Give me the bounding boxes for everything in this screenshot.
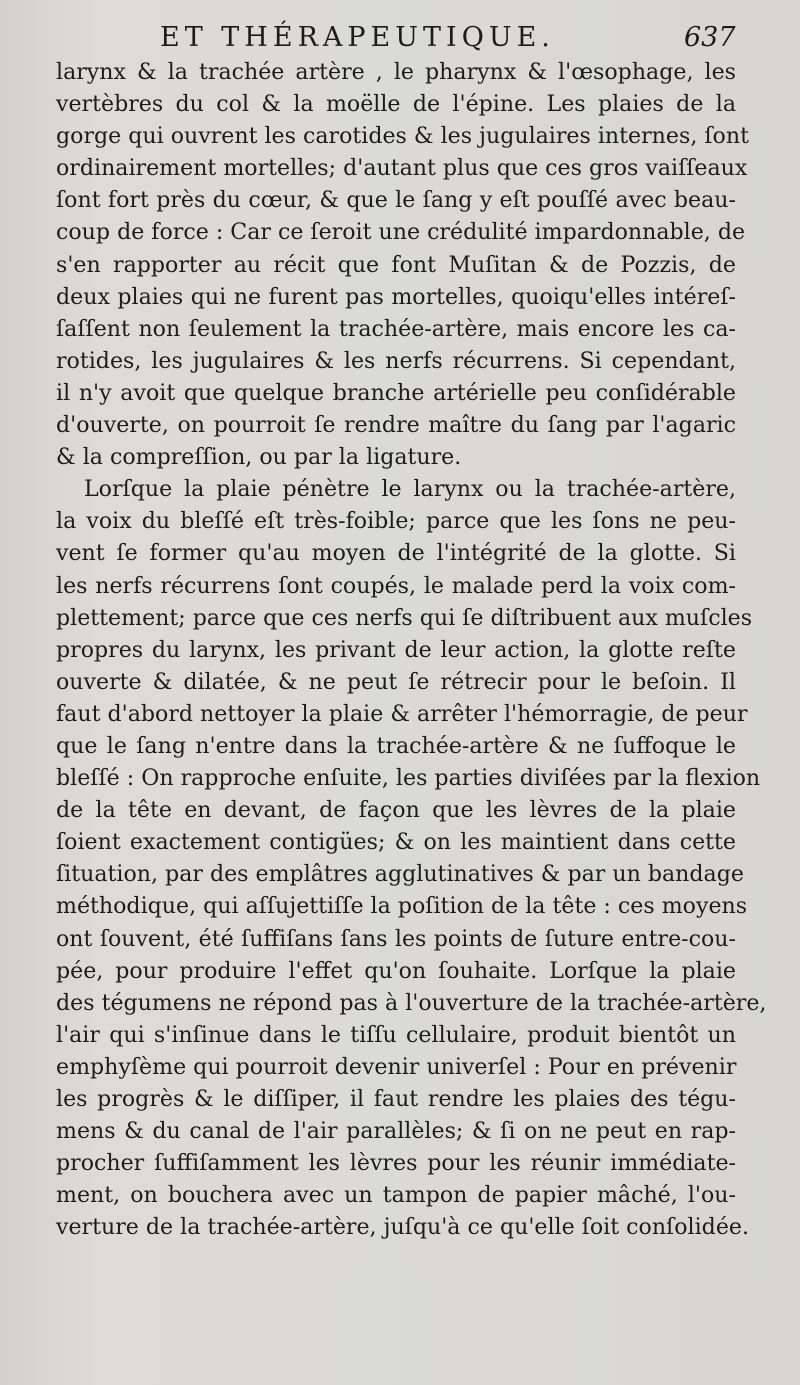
text-line: il n'y avoit que quelque branche artérielle peu conſidérable — [56, 379, 736, 406]
text-line: emphyſème qui pourroit devenir univerſel : Pour en prévenir — [56, 1053, 737, 1080]
text-line: Lorſque la plaie pénètre le larynx ou la trachée-artère, — [84, 476, 736, 503]
text-line: propres du larynx, les privant de leur action, la glotte reſte — [56, 636, 736, 663]
text-line: coup de force : Car ce ſeroit une crédulité impardonnable, de — [56, 219, 746, 246]
text-line: la voix du bleſſé eſt très-foible; parce que les ſons ne peu- — [56, 508, 736, 535]
text-line: de la tête en devant, de façon que les lèvres de la plaie — [56, 797, 736, 824]
text-line: ouverte & dilatée, & ne peut ſe rétrecir pour le beſoin. Il — [56, 668, 736, 695]
text-line: ſont fort près du cœur, & que le ſang y eſt pouſſé avec beau- — [56, 187, 736, 214]
text-line: larynx & la trachée artère , le pharynx & l'œsophage, les — [56, 59, 736, 85]
text-line: verture de la trachée-artère, juſqu'à ce qu'elle ſoit conſolidée. — [56, 1214, 749, 1241]
page-number: 637 — [684, 22, 736, 53]
text-line: gorge qui ouvrent les carotides & les jugulaires internes, ſont — [56, 123, 749, 150]
running-head: ET THÉRAPEUTIQUE. — [160, 22, 555, 53]
text-line: procher ſuffiſamment les lèvres pour les réunir immédiate- — [56, 1150, 736, 1177]
text-line: que le ſang n'entre dans la trachée-artère & ne ſuffoque le — [56, 732, 736, 759]
text-line: des tégumens ne répond pas à l'ouverture de la trachée-artère, — [56, 989, 767, 1016]
text-line: vent ſe former qu'au moyen de l'intégrité de la glotte. Si — [56, 540, 736, 567]
text-line: ordinairement mortelles; d'autant plus que ces gros vaiſſeaux — [56, 155, 748, 182]
text-line: l'air qui s'inſinue dans le tiſſu cellulaire, produit bientôt un — [56, 1021, 736, 1048]
text-line: & la compreſſion, ou par la ligature. — [56, 444, 462, 471]
text-line: ment, on bouchera avec un tampon de papier mâché, l'ou- — [56, 1182, 736, 1209]
text-line: ſoient exactement contigües; & on les maintient dans cette — [56, 829, 736, 856]
text-line: mens & du canal de l'air parallèles; & ſi on ne peut en rap- — [56, 1118, 736, 1145]
text-line: pée, pour produire l'effet qu'on ſouhaite. Lorſque la plaie — [56, 957, 736, 984]
text-line: les progrès & le diſſiper, il faut rendre les plaies des tégu- — [56, 1086, 736, 1112]
text-line: méthodique, qui aſſujettiſſe la poſition de la tête : ces moyens — [56, 893, 748, 920]
text-line: deux plaies qui ne furent pas mortelles, quoiqu'elles intéreſ- — [56, 283, 736, 310]
text-line: bleſſé : On rapproche enſuite, les parties diviſées par la flexion — [56, 765, 761, 792]
text-line: ſaſſent non ſeulement la trachée-artère, mais encore les ca- — [56, 315, 736, 342]
text-line: les nerfs récurrens ſont coupés, le malade perd la voix com- — [56, 572, 736, 599]
text-line: s'en rapporter au récit que font Muſitan & de Pozzis, de — [56, 251, 736, 278]
text-line: faut d'abord nettoyer la plaie & arrêter l'hémorragie, de peur — [56, 700, 748, 727]
text-line: rotides, les jugulaires & les nerfs récurrens. Si cependant, — [56, 347, 736, 374]
page-header — [0, 18, 800, 58]
text-line: d'ouverte, on pourroit ſe rendre maître du ſang par l'agaric — [56, 412, 736, 439]
text-line: ont ſouvent, été ſuffiſans ſans les points de ſuture entre-cou- — [56, 925, 736, 952]
text-line: vertèbres du col & la moëlle de l'épine. Les plaies de la — [56, 91, 736, 118]
paragraph — [56, 473, 767, 1243]
text-line: ſituation, par des emplâtres agglutinatives & par un bandage — [56, 861, 744, 888]
body-text — [56, 56, 767, 1243]
paragraph — [56, 56, 749, 473]
text-line: plettement; parce que ces nerfs qui ſe diſtribuent aux muſcles — [56, 604, 753, 631]
